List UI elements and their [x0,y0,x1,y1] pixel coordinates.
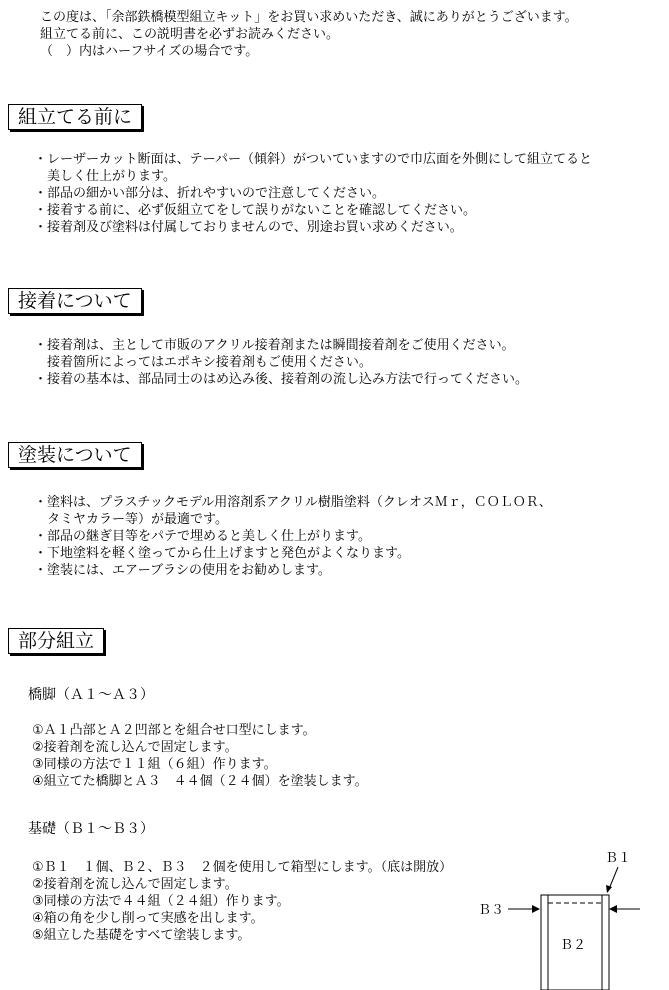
section-heading-before-assembly: 組立てる前に [8,104,142,130]
paint-line-4: ・下地塗料を軽く塗ってから仕上げますと発色がよくなります。 [34,546,410,561]
pier-step-2: ②接着剤を流し込んで固定します。 [32,740,238,755]
glue-line-1: ・接着剤は、主として市販のアクリル接着剤または瞬間接着剤をご使用ください。 [34,338,515,353]
before-line-4: ・接着する前に、必ず仮組立てをして誤りがないことを確認してください。 [34,203,477,218]
glue-line-3: ・接着の基本は、部品同士のはめ込み後、接着剤の流し込み方法で行ってください。 [34,372,529,387]
before-line-5: ・接着剤及び塗料は付属しておりませんので、別途お買い求めください。 [34,220,463,235]
b3-arrowhead-right [609,905,617,913]
paint-line-3: ・部品の継ぎ目等をパテで埋めると美しく仕上がります。 [34,529,371,544]
pier-step-1: ①Ａ１凸部とＡ２凹部とを組合せ口型にします。 [32,723,316,738]
diagram-label-b3: Ｂ３ [478,903,505,918]
b1-leader-line [609,867,618,889]
before-line-2: 美しく仕上がります。 [34,169,176,184]
section-heading-glue: 接着について [8,288,142,314]
pier-step-4: ④組立てた橋脚とＡ３ ４４個（２４個）を塗装します。 [32,774,368,789]
b1-arrowhead [606,885,612,893]
base-box-diagram [470,845,669,990]
base-step-5: ⑤組立した基礎をすべて塗装します。 [32,928,251,943]
pier-step-3: ③同様の方法で１１組（６組）作ります。 [32,757,277,772]
b3-arrowhead-left [532,905,540,913]
base-step-4: ④箱の角を少し削って実感を出します。 [32,911,264,926]
diagram-label-b1: Ｂ１ [605,851,632,866]
base-step-2: ②接着剤を流し込んで固定します。 [32,877,238,892]
glue-line-2: 接着箇所によってはエポキシ接着剤もご使用ください。 [34,355,372,370]
paint-line-1: ・塗料は、プラスチックモデル用溶剤系アクリル樹脂塗料（クレオスＭｒ，ＣＯＬＯＲ、 [34,495,552,510]
base-step-1: ①Ｂ１ １個、Ｂ２、Ｂ３ ２個を使用して箱型にします。（底は開放） [32,860,453,875]
paint-line-5: ・塗装には、エアーブラシの使用をお勧めします。 [34,563,331,578]
diagram-label-b2: Ｂ２ [560,938,587,953]
base-subheading: 基礎（Ｂ１～Ｂ３） [28,821,154,837]
before-line-1: ・レーザーカット断面は、テーパー（傾斜）がついていますので巾広面を外側にして組立てると [34,152,592,167]
section-heading-paint: 塗装について [8,442,142,468]
before-line-3: ・部品の細かい部分は、折れやすいので注意してください。 [34,186,386,201]
intro-line-3: （ ）内はハーフサイズの場合です。 [40,44,259,59]
paint-line-2: タミヤカラー等）が最適です。 [34,512,228,527]
section-heading-partial-assembly: 部分組立 [8,628,104,654]
base-step-3: ③同様の方法で４４組（２４組）作ります。 [32,894,290,909]
pier-subheading: 橋脚（Ａ１～Ａ３） [28,687,154,703]
intro-line-2: 組立てる前に、この説明書を必ずお読みください。 [40,27,340,42]
intro-line-1: この度は、「余部鉄橋模型組立キット」をお買い求めいただき、誠にありがとうございます。 [40,10,578,25]
